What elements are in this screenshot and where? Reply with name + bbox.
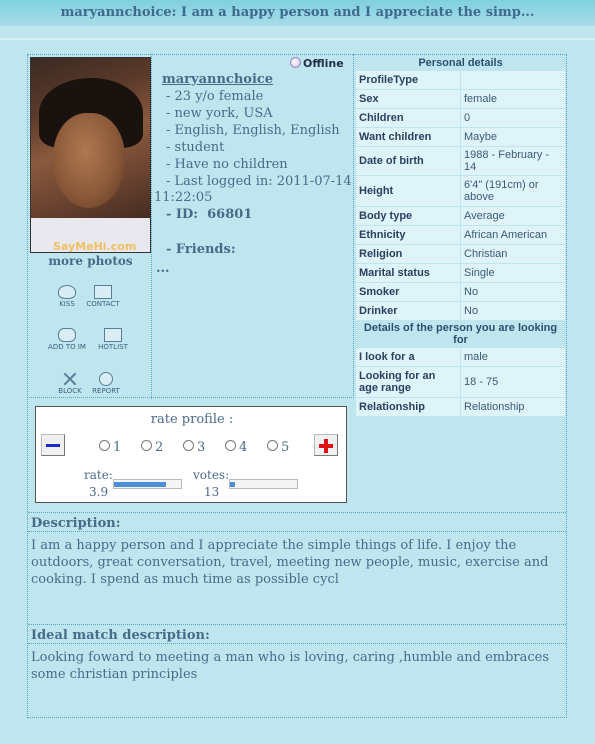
details-key: Want children: [356, 128, 460, 146]
rate-label: rate:: [84, 468, 113, 482]
details-row: [356, 302, 565, 320]
profile-id-value: 66801: [207, 207, 253, 222]
details-key: Relationship: [356, 398, 460, 416]
radio-icon: [99, 440, 110, 451]
details-value: No: [461, 302, 565, 320]
details-value: Single: [461, 264, 565, 282]
rate-option-label: 3: [197, 440, 206, 455]
radio-icon: [183, 440, 194, 451]
description-heading: Description:: [28, 512, 566, 532]
rate-profile-title: rate profile :: [150, 412, 234, 427]
photo-watermark: SayMeHi.com: [53, 240, 137, 253]
details-row: [356, 226, 565, 244]
details-key: Looking for an age range: [356, 367, 460, 397]
username-link[interactable]: maryannchoice: [162, 72, 274, 87]
details-value: Christian: [461, 245, 565, 263]
kiss-button[interactable]: [47, 285, 87, 308]
details-row: [356, 176, 565, 206]
kiss-label: KISS: [59, 300, 75, 308]
details-value: Relationship: [461, 398, 565, 416]
report-icon: [99, 372, 113, 386]
details-key: Body type: [356, 207, 460, 225]
details-value: 1988 - February - 14: [461, 147, 565, 175]
info-age: - 23 y/o female: [166, 89, 264, 104]
details-key: Religion: [356, 245, 460, 263]
description-text: I am a happy person and I appreciate the simple things of life. I enjoy the outdoors, great conversation, travel, meeting new people, music, exercise and cooking. I spend as much time as possible cycl: [31, 538, 549, 587]
rate-profile-box: [35, 406, 347, 503]
details-key: Height: [356, 176, 460, 206]
radio-icon: [267, 440, 278, 451]
contact-button[interactable]: [83, 285, 123, 308]
details-key: I look for a: [356, 348, 460, 366]
details-key: Date of birth: [356, 147, 460, 175]
rate-option-2[interactable]: [141, 440, 163, 455]
envelope-icon: [94, 285, 112, 299]
votes-bar: [229, 479, 298, 489]
details-key: Sex: [356, 90, 460, 108]
details-row: [356, 264, 565, 282]
checklist-icon: [104, 328, 122, 342]
info-children: - Have no children: [166, 157, 288, 172]
details-value: African American: [461, 226, 565, 244]
details-value: Average: [461, 207, 565, 225]
ideal-match-text: Looking foward to meeting a man who is loving, caring ,humble and embraces some christian principles: [31, 650, 550, 682]
ideal-match-heading: Ideal match description:: [28, 624, 566, 644]
details-key: Drinker: [356, 302, 460, 320]
info-languages: - English, English, English: [166, 123, 340, 138]
rate-option-label: 1: [113, 440, 122, 455]
info-location: - new york, USA: [166, 106, 273, 121]
rate-option-3[interactable]: [183, 440, 205, 455]
details-value: female: [461, 90, 565, 108]
details-row: [356, 245, 565, 263]
details-row: [356, 109, 565, 127]
details-section-heading: Details of the person you are looking for: [356, 321, 565, 347]
rate-option-label: 5: [281, 440, 290, 455]
status-text: Offline: [303, 57, 344, 70]
personal-details-table: [355, 55, 566, 417]
details-key: Children: [356, 109, 460, 127]
page-title: maryannchoice: I am a happy person and I appreciate the simp...: [0, 0, 595, 26]
heart-icon: [58, 285, 76, 299]
details-value: 6'4" (191cm) or above: [461, 176, 565, 206]
block-button[interactable]: [50, 372, 90, 395]
details-section-heading: Personal details: [356, 56, 565, 70]
details-value: Maybe: [461, 128, 565, 146]
details-row: [356, 398, 565, 416]
report-label: REPORT: [92, 387, 120, 395]
details-value: 18 - 75: [461, 367, 565, 397]
photo-face: [53, 113, 125, 208]
details-key: Smoker: [356, 283, 460, 301]
info-last-logged-time: 11:22:05: [154, 190, 213, 205]
add-to-im-button[interactable]: [47, 328, 87, 351]
add-to-im-label: ADD TO IM: [48, 343, 86, 351]
radio-icon: [225, 440, 236, 451]
details-value: [461, 71, 565, 89]
details-key: Marital status: [356, 264, 460, 282]
rate-option-5[interactable]: [267, 440, 289, 455]
hotlist-label: HOTLIST: [98, 343, 128, 351]
rate-option-label: 2: [155, 440, 164, 455]
details-value: 0: [461, 109, 565, 127]
radio-icon: [141, 440, 152, 451]
details-row: [356, 283, 565, 301]
details-value: No: [461, 283, 565, 301]
details-key: ProfileType: [356, 71, 460, 89]
status-dot-icon: [290, 57, 301, 68]
chat-icon: [58, 328, 76, 342]
details-row: [356, 147, 565, 175]
info-occupation: - student: [166, 140, 225, 155]
minus-icon: [46, 444, 60, 447]
rate-bar: [113, 479, 182, 489]
details-row: [356, 367, 565, 397]
details-key: Ethnicity: [356, 226, 460, 244]
rate-option-label: 4: [239, 440, 248, 455]
friends-label: - Friends:: [166, 242, 236, 257]
votes-label: votes:: [193, 468, 230, 482]
rate-value: 3.9: [89, 485, 109, 499]
hotlist-button[interactable]: [93, 328, 133, 351]
rate-down-button[interactable]: [41, 434, 65, 456]
more-photos-link[interactable]: more photos: [48, 254, 133, 268]
votes-value: 13: [204, 485, 220, 499]
rate-option-1[interactable]: [99, 440, 121, 455]
profile-id-label: - ID:: [166, 207, 199, 222]
profile-photo[interactable]: [30, 57, 151, 253]
block-icon: [61, 372, 79, 386]
details-value: male: [461, 348, 565, 366]
details-row: [356, 71, 565, 89]
rate-bar-fill: [114, 482, 166, 487]
details-row: [356, 90, 565, 108]
block-label: BLOCK: [58, 387, 82, 395]
rate-option-4[interactable]: [225, 440, 247, 455]
column-divider: [151, 54, 152, 399]
friends-more[interactable]: ...: [156, 261, 170, 276]
details-row: [356, 348, 565, 366]
profile-id: [166, 207, 252, 222]
details-row: [356, 207, 565, 225]
rate-up-button[interactable]: [314, 434, 338, 456]
title-divider: [0, 26, 595, 40]
details-row: [356, 128, 565, 146]
info-last-logged: - Last logged in: 2011-07-14: [166, 174, 352, 189]
report-button[interactable]: [86, 372, 126, 395]
votes-bar-fill: [230, 482, 235, 487]
status-badge: [290, 57, 344, 70]
contact-label: CONTACT: [86, 300, 120, 308]
